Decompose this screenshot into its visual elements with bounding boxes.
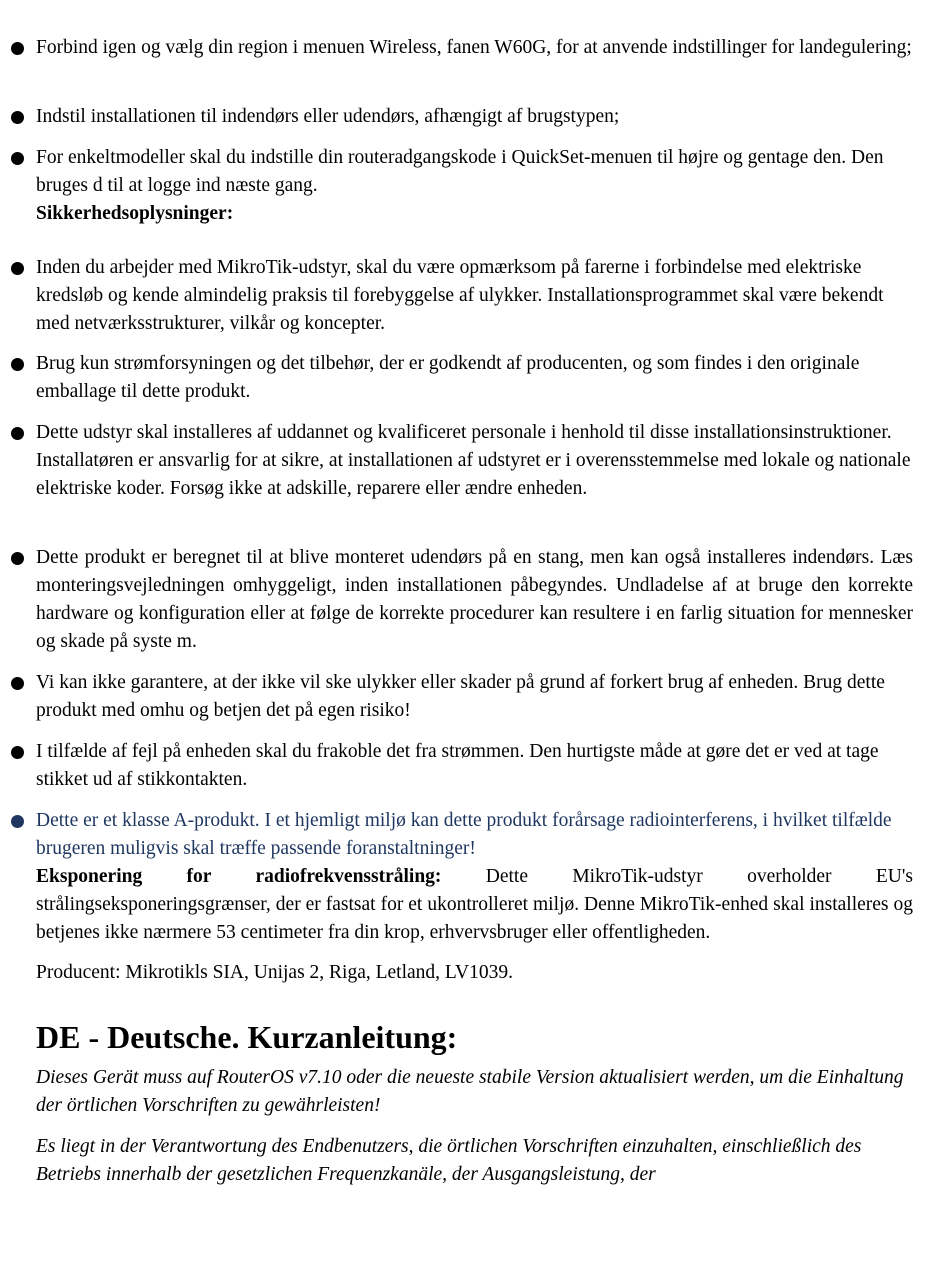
bullet-text: For enkeltmodeller skal du indstille din routeradgangskode i QuickSet-menuen til højre og gentage den. Den bruges d til at logge ind næste gang. [36,147,884,196]
safety-heading: Sikkerhedsoplysninger: [36,203,234,224]
bullet-text: Inden du arbejder med MikroTik-udstyr, skal du være opmærksom på farerne i forbindelse med elektriske kredsløb og kende almindelig praksis til forebyggelse af ulykker. Installationsprogrammet skal være bekendt med netværksstrukturer, vilkår og koncepter. [36,257,884,334]
bullet-item-region [36,34,913,62]
bullet-text: Dette udstyr skal installeres af uddannet og kvalificeret personale i henhold til disse installationsinstruktioner. Installatøren er ansvarlig for at sikre, at installationen af udstyret er i overensstemmelse med lokale og nationale elektriske koder. Forsøg ikke at adskille, reparere eller ændre enheden. [36,422,911,499]
manufacturer-info: Producent: Mikrotikls SIA, Unijas 2, Riga, Letland, LV1039. [36,962,513,983]
bullet-text: Indstil installationen til indendørs eller udendørs, afhængigt af brugstypen; [36,106,620,127]
bullet-item-qualified-personnel [36,419,913,503]
bullet-text: Brug kun strømforsyningen og det tilbehør, der er godkendt af producenten, og som findes i den originale emballage til dette produkt. [36,353,860,402]
bullet-item-class-a [36,807,913,863]
rf-exposure-paragraph [36,863,913,947]
de-paragraph-responsibility: Es liegt in der Verantwortung des Endbenutzers, die örtlichen Vorschriften einzuhalten, einschließlich des Betriebs innerhalb der gesetzlichen Frequenzkanäle, der Ausgangsleistung, der [36,1136,862,1185]
bullet-text: Vi kan ikke garantere, at der ikke vil ske ulykker eller skader på grund af forkert brug af enheden. Brug dette produkt med omhu og betjen det på egen risiko! [36,672,885,721]
bullet-dot-icon [11,111,24,124]
bullet-text: I tilfælde af fejl på enheden skal du frakoble det fra strømmen. Den hurtigste måde at gøre det er ved at tage stikket ud af stikkontakten. [36,741,879,790]
bullet-dot-icon [11,746,24,759]
bullet-item-disconnect [36,738,913,794]
bullet-item-liability [36,669,913,725]
bullet-dot-icon [11,552,24,565]
bullet-item-mounting [36,544,913,656]
bullet-text: Dette er et klasse A-produkt. I et hjemligt miljø kan dette produkt forårsage radiointerferens, i hvilket tilfælde brugeren muligvis skal træffe passende foranstaltninger! [36,810,892,859]
bullet-dot-icon [11,677,24,690]
bullet-dot-icon [11,42,24,55]
bullet-item-installation-type [36,103,913,131]
bullet-dot-icon [11,427,24,440]
bullet-text: Dette produkt er beregnet til at blive monteret udendørs på en stang, men kan også installeres indendørs. Læs monteringsvejledningen omhyggeligt, inden installationen påbegyndes. Undladelse af at bruge den korrekte hardware og konfiguration eller at følge de korrekte procedurer kan resultere i en farlig situation for mennesker og skade på syste m. [36,547,913,652]
de-paragraph-update: Dieses Gerät muss auf RouterOS v7.10 oder die neueste stabile Version aktualisiert werden, um die Einhaltung der örtlichen Vorschriften zu gewährleisten! [36,1067,904,1116]
section-heading: DE - Deutsche. Kurzanleitung: [36,1019,458,1055]
bullet-dot-icon [11,815,24,828]
bullet-dot-icon [11,152,24,165]
bullet-item-electrical-hazards [36,254,913,338]
bullet-dot-icon [11,358,24,371]
rf-exposure-label: Eksponering for radiofrekvensstråling: [36,866,442,887]
bullet-item-power-supply [36,350,913,406]
bullet-dot-icon [11,262,24,275]
bullet-text: Forbind igen og vælg din region i menuen Wireless, fanen W60G, for at anvende indstillinger for landegulering; [36,37,912,58]
bullet-item-password [36,144,913,228]
rf-exposure-text: Dette MikroTik-udstyr overholder EU's strålingseksponeringsgrænser, der er fastsat for et ukontrolleret miljø. Denne MikroTik-enhed skal installeres og betjenes ikke nærmere 53 centimeter fra din krop, erhvervsbruger eller offentligheden. [36,866,913,943]
